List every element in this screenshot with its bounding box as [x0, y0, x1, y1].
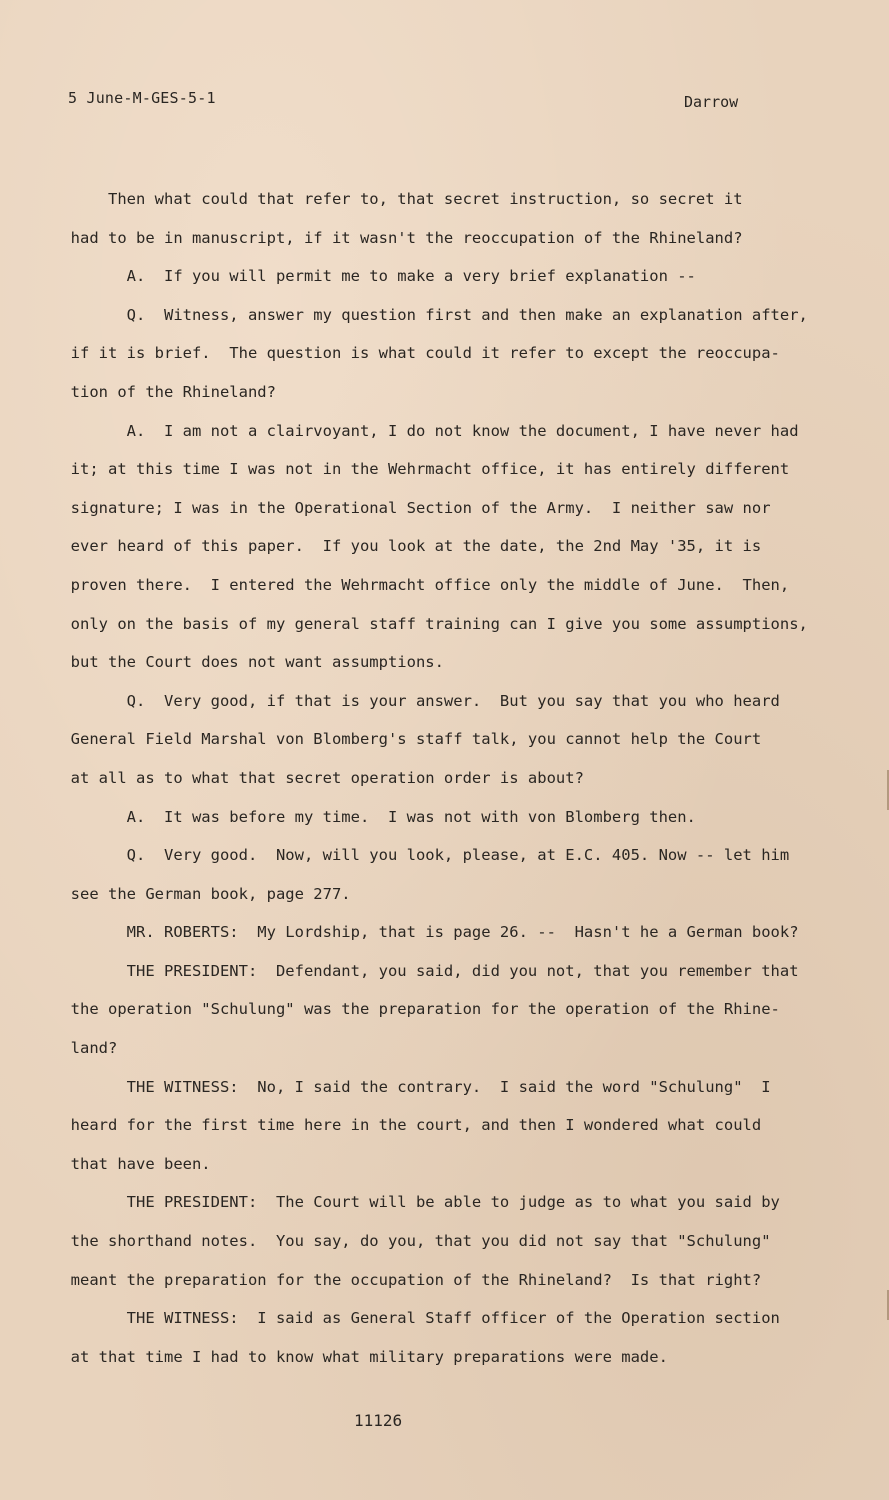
transcript-line: THE PRESIDENT: Defendant, you said, did you not, that you remember that: [52, 961, 799, 980]
transcript-line: Q. Very good. Now, will you look, please, at E.C. 405. Now -- let him: [52, 846, 790, 865]
transcript-line: ever heard of this paper. If you look at the date, the 2nd May '35, it is: [52, 537, 762, 556]
transcript-line: it; at this time I was not in the Wehrmacht office, it has entirely different: [52, 460, 790, 479]
transcript-line: but the Court does not want assumptions.: [52, 653, 444, 672]
transcript-line: A. It was before my time. I was not with von Blomberg then.: [52, 807, 696, 826]
transcript-line: THE PRESIDENT: The Court will be able to judge as to what you said by: [52, 1193, 780, 1212]
transcript-line: only on the basis of my general staff training can I give you some assumptions,: [52, 614, 808, 633]
transcript-line: had to be in manuscript, if it wasn't the reoccupation of the Rhineland?: [52, 228, 743, 247]
transcript-line: proven there. I entered the Wehrmacht office only the middle of June. Then,: [52, 575, 790, 594]
transcript-line: tion of the Rhineland?: [52, 382, 276, 401]
witness-name: Darrow: [684, 93, 739, 111]
transcript-line: meant the preparation for the occupation of the Rhineland? Is that right?: [52, 1270, 762, 1289]
transcript-line: heard for the first time here in the court, and then I wondered what could: [52, 1116, 762, 1135]
transcript-line: Then what could that refer to, that secret instruction, so secret it: [52, 190, 743, 208]
document-reference: 5 June-M-GES-5-1: [68, 89, 216, 107]
transcript-line: the shorthand notes. You say, do you, that you did not say that "Schulung": [52, 1232, 771, 1251]
transcript-line: Q. Very good, if that is your answer. But you say that you who heard: [52, 691, 780, 710]
transcript-body: [52, 180, 827, 1376]
transcript-line: if it is brief. The question is what could it refer to except the reoccupa-: [52, 344, 780, 363]
transcript-line: MR. ROBERTS: My Lordship, that is page 26. -- Hasn't he a German book?: [52, 923, 799, 942]
transcript-line: at that time I had to know what military preparations were made.: [52, 1347, 668, 1366]
transcript-line: signature; I was in the Operational Section of the Army. I neither saw nor: [52, 498, 771, 517]
transcript-line: land?: [52, 1039, 118, 1058]
transcript-line: Q. Witness, answer my question first and then make an explanation after,: [52, 305, 808, 324]
transcript-line: A. I am not a clairvoyant, I do not know the document, I have never had: [52, 421, 799, 440]
transcript-line: General Field Marshal von Blomberg's staff talk, you cannot help the Court: [52, 730, 762, 749]
transcript-line: THE WITNESS: I said as General Staff officer of the Operation section: [52, 1309, 780, 1328]
transcript-line: that have been.: [52, 1154, 211, 1173]
transcript-line: THE WITNESS: No, I said the contrary. I said the word "Schulung" I: [52, 1077, 771, 1096]
transcript-line: at all as to what that secret operation order is about?: [52, 768, 584, 787]
page-number: 11126: [354, 1411, 403, 1430]
transcript-line: A. If you will permit me to make a very brief explanation --: [52, 267, 696, 286]
transcript-line: see the German book, page 277.: [52, 884, 351, 903]
transcript-line: the operation "Schulung" was the preparation for the operation of the Rhine-: [52, 1000, 780, 1019]
